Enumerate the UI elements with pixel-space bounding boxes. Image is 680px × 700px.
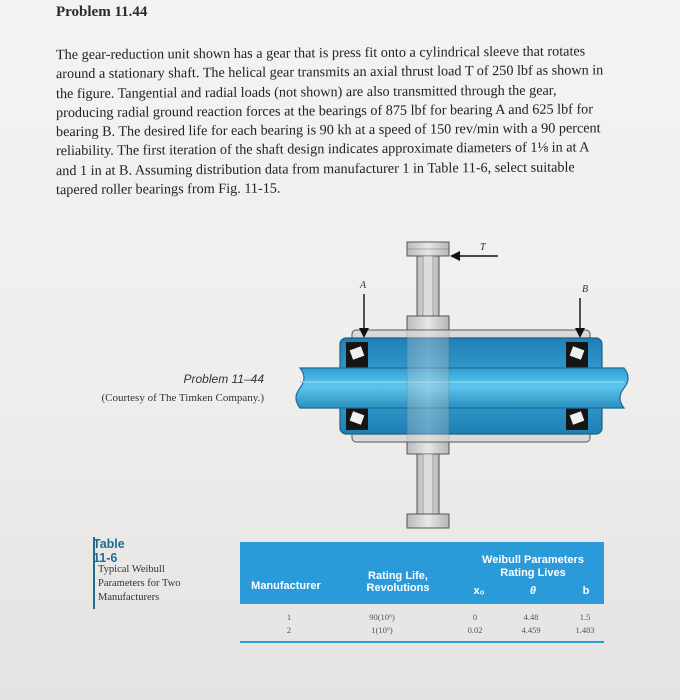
figure-caption-credit: (Courtesy of The Timken Company.) (101, 392, 264, 404)
header-rating-life-1: Rating Life, (368, 570, 428, 582)
table-description-line: Typical Weibull (98, 564, 165, 575)
problem-line: The gear-reduction unit shown has a gear that is press fit onto a cylindrical sleeve that rotates (56, 43, 586, 64)
problem-line: bearing B. The desired life for each bearing is 90 kh at a speed of 150 rev/min with a 90 percent (56, 120, 601, 141)
label-t: T (480, 242, 486, 253)
header-manufacturer: Manufacturer (251, 580, 321, 592)
thrust-load-arrow (450, 242, 498, 261)
table-bottom-rule (240, 641, 604, 643)
problem-line: the figure. Tangential and radial loads (not shown) are also transmitted through the gear, (56, 82, 557, 102)
bearing-a-load-arrow (359, 280, 369, 338)
header-rating-life-2: Revolutions (366, 582, 430, 594)
table-description (98, 563, 208, 605)
problem-line: around a stationary shaft. The helical gear transmits an axial thrust load T of 250 lbf as shown in (56, 62, 604, 83)
table-header (240, 542, 604, 604)
table-title: Table 11-6 (93, 537, 125, 565)
problem-line: producing radial ground reaction forces at the bearings of 875 lbf for bearing A and 625 lbf for (56, 101, 593, 121)
cell-theta: 4.459 (521, 625, 541, 635)
table-description-line: Manufacturers (98, 592, 160, 603)
header-weibull-1: Weibull Parameters (482, 554, 584, 566)
header-weibull-2: Rating Lives (500, 567, 566, 579)
problem-line: and 1 in at B. Assuming distribution data from manufacturer 1 in Table 11-6, select suitable (56, 159, 575, 179)
cell-x0: 0.02 (467, 625, 483, 635)
cell-b: 1.5 (579, 612, 591, 622)
gear-reduction-figure (280, 232, 640, 537)
label-b: B (582, 284, 589, 295)
gear-lower (407, 440, 449, 528)
header-b: b (582, 585, 590, 597)
figure-caption-title: Problem 11–44 (183, 372, 264, 386)
cell-rating-life: 90(10⁶) (369, 612, 395, 622)
gear-upper (407, 242, 449, 330)
problem-line: tapered roller bearings from Fig. 11-15. (56, 180, 281, 199)
gear-hub (407, 330, 449, 442)
cell-manufacturer: 2 (286, 625, 292, 635)
label-a: A (360, 280, 367, 291)
figure-caption (72, 372, 264, 404)
cell-manufacturer: 1 (286, 612, 292, 622)
table-description-line: Parameters for Two (98, 578, 181, 589)
stationary-shaft (296, 368, 628, 408)
problem-heading: Problem 11.44 (56, 4, 148, 20)
cell-theta: 4.48 (523, 612, 539, 622)
cell-b: 1.483 (575, 625, 595, 635)
cell-rating-life: 1(10⁶) (371, 625, 393, 635)
header-theta: θ (529, 585, 537, 597)
problem-line: reliability. The first iteration of the shaft design indicates approximate diameters of 1⅛ in at A (56, 139, 590, 160)
cell-x0: 0 (472, 612, 478, 622)
problem-statement (56, 42, 660, 201)
header-x0: x₀ (473, 585, 485, 597)
